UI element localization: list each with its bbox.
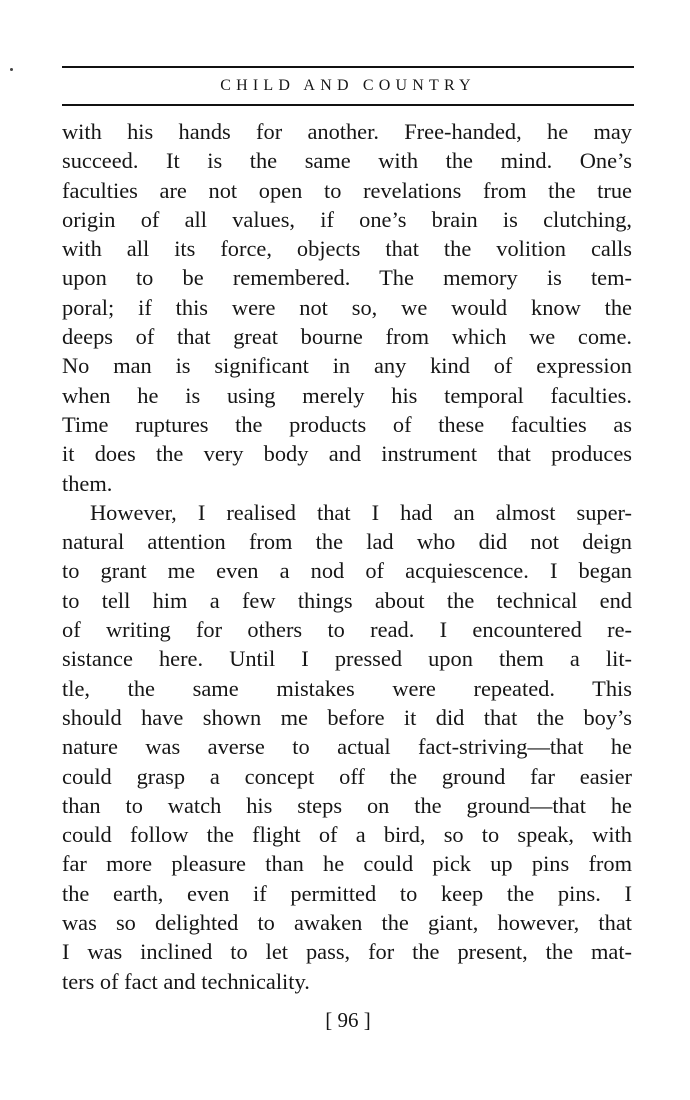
text-line: upon to be remembered. The memory is tem-	[62, 265, 632, 291]
text-line: origin of all values, if one’s brain is clutching,	[62, 206, 632, 232]
stray-mark	[10, 68, 13, 71]
text-line: to grant me even a nod of acquiescence. I began	[62, 558, 632, 584]
text-line: when he is using merely his temporal faculties.	[62, 382, 632, 408]
text-line: with all its force, objects that the volition calls	[62, 236, 632, 262]
page-number: [ 96 ]	[325, 1008, 371, 1032]
text-line: of writing for others to read. I encountered re-	[62, 617, 632, 643]
text-line: them.	[62, 470, 113, 496]
text-line: ters of fact and technicality.	[62, 968, 310, 994]
text-line: sistance here. Until I pressed upon them a lit-	[62, 646, 632, 672]
running-head: CHILD AND COUNTRY	[220, 77, 476, 94]
text-line: Time ruptures the products of these faculties as	[62, 411, 632, 437]
text-line: far more pleasure than he could pick up pins from	[62, 851, 632, 877]
text-line: with his hands for another. Free-handed, he may	[62, 119, 632, 144]
text-line: the earth, even if permitted to keep the pins. I	[62, 880, 632, 906]
paragraph-first-line: However, I realised that I had an almost super-	[90, 499, 632, 525]
text-line: I was inclined to let pass, for the present, the mat-	[62, 939, 632, 965]
text-line: could grasp a concept off the ground far easier	[62, 763, 632, 789]
text-line: than to watch his steps on the ground—that he	[62, 792, 632, 818]
text-line: faculties are not open to revelations from the true	[62, 177, 632, 203]
body-text	[62, 117, 632, 996]
header-rule-top	[62, 66, 634, 68]
text-line: it does the very body and instrument that produces	[62, 441, 632, 467]
header-rule-bottom	[62, 104, 634, 106]
text-line: should have shown me before it did that the boy’s	[62, 704, 632, 730]
text-line: natural attention from the lad who did not deign	[62, 529, 632, 555]
text-line: nature was averse to actual fact-striving—that he	[62, 734, 632, 760]
text-line: was so delighted to awaken the giant, however, that	[62, 910, 632, 936]
text-line: deeps of that great bourne from which we come.	[62, 324, 632, 350]
text-line: succeed. It is the same with the mind. One’s	[62, 148, 632, 174]
text-line: tle, the same mistakes were repeated. This	[62, 675, 632, 701]
text-line: to tell him a few things about the technical end	[62, 587, 632, 613]
text-line: could follow the flight of a bird, so to speak, with	[62, 822, 632, 848]
text-line: poral; if this were not so, we would know the	[62, 294, 632, 320]
text-line: No man is significant in any kind of expression	[62, 353, 632, 379]
